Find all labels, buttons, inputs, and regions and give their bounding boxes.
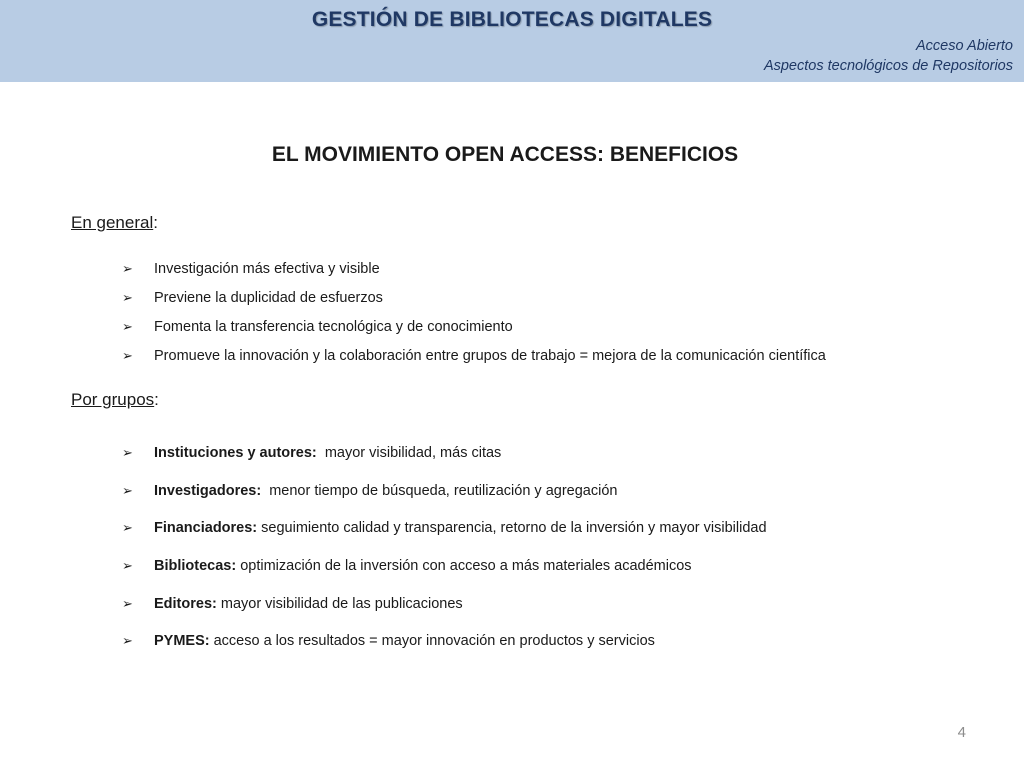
header-title: GESTIÓN DE BIBLIOTECAS DIGITALES [311,8,713,31]
list-item [122,348,826,364]
list-item-text: seguimiento calidad y transparencia, retorno de la inversión y mayor visibilidad [257,520,767,536]
section-heading-label: Por grupos [71,390,155,409]
arrowhead-bullet-icon: ➢ [122,319,133,334]
header-banner [0,0,1024,82]
section-heading-colon: : [154,390,159,409]
arrowhead-bullet-icon: ➢ [122,348,133,363]
arrowhead-bullet-icon: ➢ [122,558,133,573]
page-number: 4 [957,724,966,741]
arrowhead-bullet-icon: ➢ [122,483,133,498]
list-item-text: optimización de la inversión con acceso a más materiales académicos [236,558,692,574]
list-item-text: mayor visibilidad de las publicaciones [216,596,463,612]
list-item-bold: Investigadores: [154,483,262,499]
list-item-bold: Instituciones y autores: [154,445,317,461]
section-heading-general [71,213,158,233]
list-item [122,596,463,612]
list-item-text: Investigación más efectiva y visible [154,261,380,277]
list-item [122,520,767,536]
header-subtitle-topic: Acceso Abierto [916,38,1013,54]
list-item-bold: Bibliotecas: [154,558,237,574]
list-item-text: Fomenta la transferencia tecnológica y de conocimiento [154,319,513,335]
list-item [122,445,501,461]
list-item-text: Promueve la innovación y la colaboración entre grupos de trabajo = mejora de la comunicación científica [154,348,826,364]
arrowhead-bullet-icon: ➢ [122,261,133,276]
list-item [122,483,617,499]
list-item-bold: PYMES: [154,633,210,649]
list-item [122,633,655,649]
section-heading-label: En general [71,213,154,232]
list-item-text: acceso a los resultados = mayor innovación en productos y servicios [209,633,655,649]
arrowhead-bullet-icon: ➢ [122,290,133,305]
arrowhead-bullet-icon: ➢ [122,520,133,535]
list-item-text: Previene la duplicidad de esfuerzos [154,290,383,306]
list-item-bold: Financiadores: [154,520,258,536]
list-item [122,290,383,306]
list-item [122,558,692,574]
list-item [122,261,380,277]
section-heading-colon: : [153,213,158,232]
list-item-text: mayor visibilidad, más citas [316,445,502,461]
list-item-bold: Editores: [154,596,217,612]
arrowhead-bullet-icon: ➢ [122,445,133,460]
section-heading-groups [71,390,159,410]
slide-title: EL MOVIMIENTO OPEN ACCESS: BENEFICIOS [271,143,739,166]
arrowhead-bullet-icon: ➢ [122,633,133,648]
list-item [122,319,513,335]
arrowhead-bullet-icon: ➢ [122,596,133,611]
header-subtitle-section: Aspectos tecnológicos de Repositorios [763,58,1013,74]
list-item-text: menor tiempo de búsqueda, reutilización y agregación [261,483,618,499]
